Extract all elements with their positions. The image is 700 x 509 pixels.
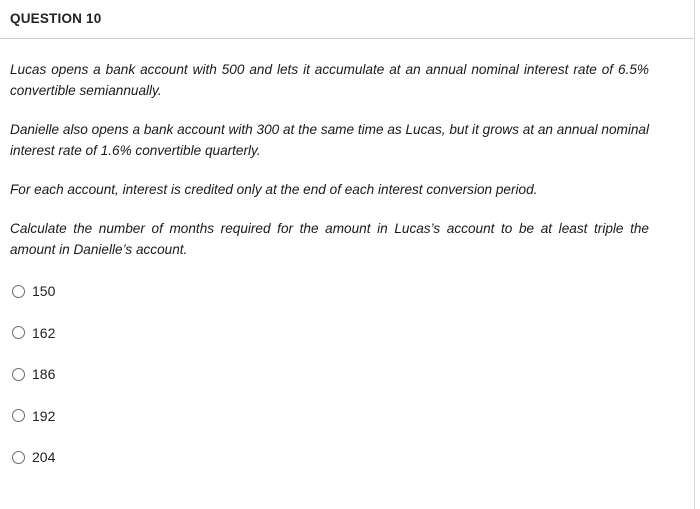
radio-button[interactable]	[12, 285, 25, 298]
answer-option-186[interactable]	[12, 363, 55, 385]
question-paragraph-4: Calculate the number of months required for the amount in Lucas’s account to be at least triple the amount in Danielle’s account.	[10, 221, 649, 257]
question-paragraph-1: Lucas opens a bank account with 500 and lets it accumulate at an annual nominal interest rate of 6.5% convertible semiannually.	[10, 62, 649, 98]
answer-option-label: 186	[32, 366, 56, 382]
answer-options	[12, 280, 55, 488]
question-paragraph-2: Danielle also opens a bank account with 300 at the same time as Lucas, but it grows at an annual nominal interest rate of 1.6% convertible quarterly.	[10, 122, 649, 158]
radio-button[interactable]	[12, 451, 25, 464]
right-divider	[694, 0, 695, 509]
answer-option-150[interactable]	[12, 280, 55, 302]
question-paragraph-3: For each account, interest is credited only at the end of each interest conversion period.	[10, 182, 538, 197]
radio-button[interactable]	[12, 326, 25, 339]
answer-option-162[interactable]	[12, 322, 55, 344]
answer-option-label: 162	[32, 324, 56, 341]
question-header	[0, 0, 694, 39]
answer-option-label: 204	[32, 449, 56, 465]
answer-option-192[interactable]	[12, 405, 55, 427]
radio-button[interactable]	[12, 368, 25, 381]
radio-button[interactable]	[12, 409, 25, 422]
question-title: QUESTION 10	[10, 11, 102, 26]
answer-option-label: 192	[32, 407, 56, 424]
answer-option-label: 150	[32, 283, 56, 299]
question-body	[10, 59, 649, 278]
answer-option-204[interactable]	[12, 446, 55, 468]
